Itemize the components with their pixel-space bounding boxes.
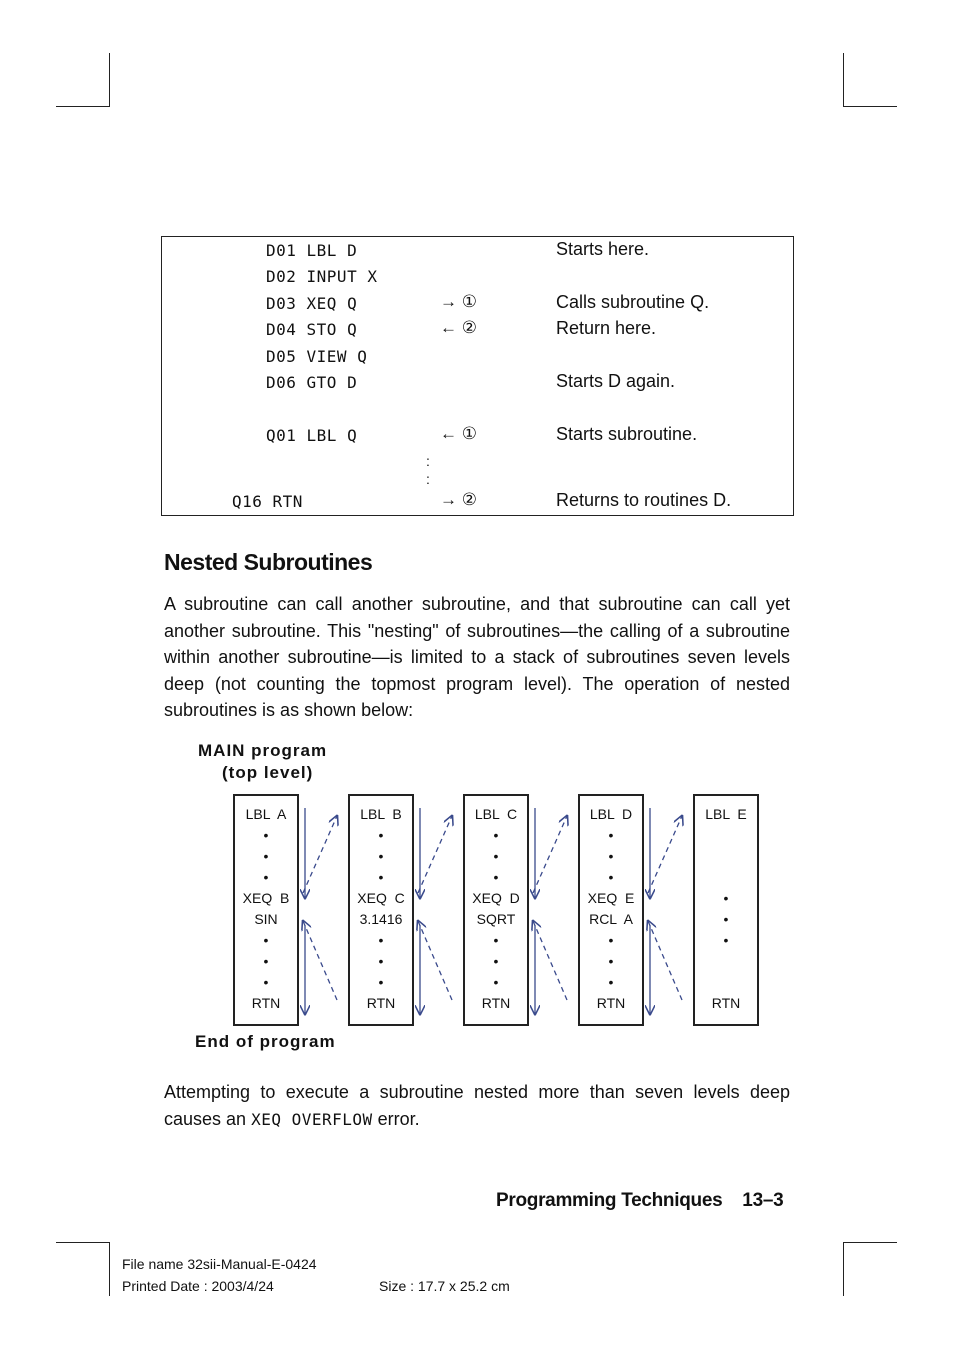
body-paragraph: A subroutine can call another subroutine, and that subroutine can call yet another subroutine. This "nesting" of subroutines—the calling of a subroutine within another subroutine—is limited to a stack of subroutines seven levels deep (not counting the topmost program level). The operation of nested subroutines is as shown below: bbox=[164, 594, 790, 720]
routine-line: • bbox=[493, 869, 499, 885]
routine-line: • bbox=[493, 953, 499, 969]
code-line: D02 INPUT X bbox=[266, 267, 378, 286]
code-line: Q01 LBL Q bbox=[266, 426, 358, 445]
routine-line: • bbox=[608, 827, 614, 843]
call-arrow bbox=[648, 816, 682, 893]
ellipsis-dots: : bbox=[426, 453, 430, 469]
body-paragraph bbox=[164, 1079, 790, 1133]
routine-line: • bbox=[263, 827, 269, 843]
routine-line: LBL B bbox=[360, 806, 402, 822]
routine-line: LBL E bbox=[705, 806, 747, 822]
return-arrow: → ② bbox=[440, 490, 477, 509]
return-arrow bbox=[648, 921, 682, 1000]
routine-line: • bbox=[723, 890, 729, 906]
routine-line: LBL C bbox=[474, 806, 518, 822]
routine-line: • bbox=[493, 827, 499, 843]
routine-line: RTN bbox=[251, 995, 281, 1011]
call-arrow: → ① bbox=[440, 292, 477, 311]
routine-line: LBL D bbox=[589, 806, 633, 822]
code-line: D05 VIEW Q bbox=[266, 347, 368, 366]
call-arrow bbox=[533, 816, 567, 893]
return-arrow bbox=[303, 921, 337, 1000]
routine-line: • bbox=[608, 848, 614, 864]
routine-line: • bbox=[378, 848, 384, 864]
printed-date: Printed Date : 2003/4/24 bbox=[122, 1278, 274, 1294]
routine-line: XEQ D bbox=[472, 890, 520, 906]
code-comment: Return here. bbox=[556, 318, 657, 338]
routine-line: • bbox=[723, 932, 729, 948]
call-arrow: ← ① bbox=[440, 424, 477, 443]
routine-line: RCL A bbox=[589, 911, 633, 927]
routine-line: • bbox=[493, 932, 499, 948]
end-of-program-label: End of program bbox=[195, 1032, 336, 1051]
routine-line: • bbox=[263, 974, 269, 990]
text-run: error. bbox=[372, 1108, 420, 1129]
routine-line: RTN bbox=[596, 995, 626, 1011]
running-footer bbox=[496, 1190, 783, 1212]
routine-line: • bbox=[378, 827, 384, 843]
page-number: 13–3 bbox=[742, 1190, 784, 1211]
code-comment: Starts D again. bbox=[556, 371, 676, 391]
top-level-label: (top level) bbox=[222, 763, 314, 782]
routine-line: • bbox=[493, 974, 499, 990]
code-comment: Starts subroutine. bbox=[556, 424, 698, 444]
inline-code: XEQ OVERFLOW bbox=[251, 1109, 373, 1129]
routine-line: RTN bbox=[366, 995, 396, 1011]
return-arrow: ← ② bbox=[440, 318, 477, 337]
file-name: File name 32sii-Manual-E-0424 bbox=[122, 1256, 317, 1272]
routine-line: • bbox=[263, 848, 269, 864]
routine-line: SIN bbox=[254, 911, 278, 927]
main-program-label: MAIN program bbox=[198, 741, 328, 760]
code-comment: Calls subroutine Q. bbox=[556, 292, 710, 312]
code-line: D04 STO Q bbox=[266, 320, 358, 339]
routine-line: • bbox=[378, 974, 384, 990]
return-arrow bbox=[418, 921, 452, 1000]
routine-line: • bbox=[378, 953, 384, 969]
routine-line: • bbox=[608, 953, 614, 969]
routine-line: 3.1416 bbox=[359, 911, 403, 927]
routine-line: • bbox=[608, 869, 614, 885]
routine-line: • bbox=[378, 869, 384, 885]
routine-line: • bbox=[378, 932, 384, 948]
return-arrow bbox=[533, 921, 567, 1000]
routine-line: XEQ E bbox=[587, 890, 635, 906]
routine-line: RTN bbox=[711, 995, 741, 1011]
section-title: Nested Subroutines bbox=[164, 549, 373, 575]
code-line: D06 GTO D bbox=[266, 373, 358, 392]
code-comment: Starts here. bbox=[556, 239, 650, 259]
routine-line: • bbox=[493, 848, 499, 864]
routine-line: RTN bbox=[481, 995, 511, 1011]
code-line: D01 LBL D bbox=[266, 241, 358, 260]
routine-line: XEQ C bbox=[357, 890, 405, 906]
text-run: Attempting to execute a subroutine nested more than seven levels deep causes an bbox=[164, 1082, 790, 1129]
routine-line: • bbox=[608, 974, 614, 990]
code-line: Q16 RTN bbox=[232, 492, 303, 511]
code-comment: Returns to routines D. bbox=[556, 490, 732, 510]
routine-line: • bbox=[263, 869, 269, 885]
print-size: Size : 17.7 x 25.2 cm bbox=[379, 1278, 510, 1294]
call-arrow bbox=[418, 816, 452, 893]
routine-line: XEQ B bbox=[242, 890, 290, 906]
code-line: D03 XEQ Q bbox=[266, 294, 358, 313]
routine-line: • bbox=[263, 953, 269, 969]
routine-line: SQRT bbox=[476, 911, 516, 927]
routine-line: • bbox=[723, 911, 729, 927]
call-arrow bbox=[303, 816, 337, 893]
routine-line: • bbox=[608, 932, 614, 948]
routine-line: • bbox=[263, 932, 269, 948]
routine-line: LBL A bbox=[245, 806, 287, 822]
ellipsis-dots: : bbox=[426, 471, 430, 487]
chapter-title: Programming Techniques bbox=[496, 1190, 723, 1211]
